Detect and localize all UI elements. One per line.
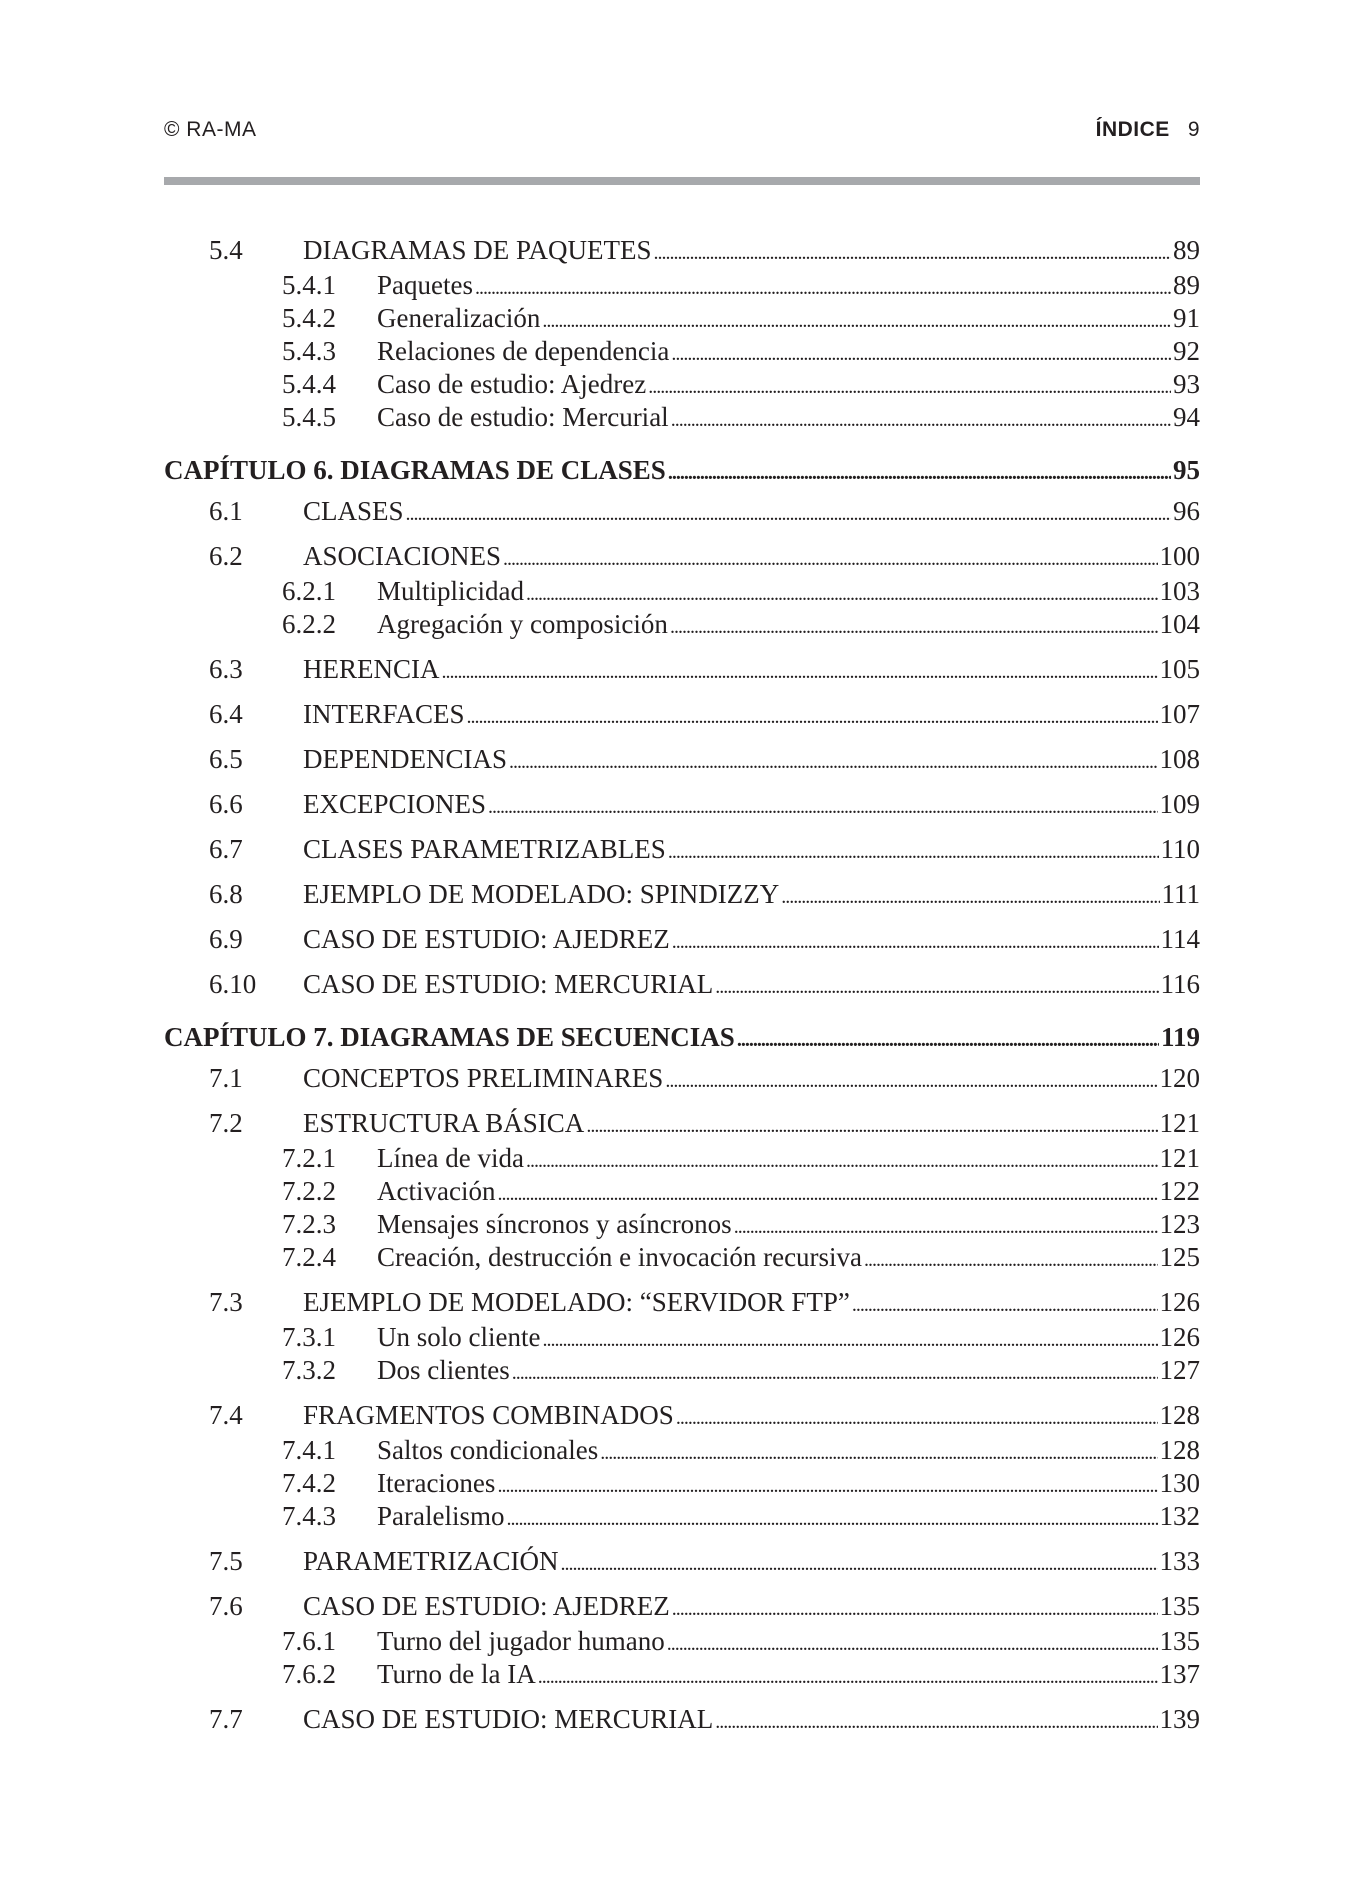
toc-entry-page: 132 — [1159, 1501, 1200, 1531]
toc-entry-number: 5.4.3 — [282, 336, 336, 366]
header-rule — [164, 177, 1200, 185]
page-number: 9 — [1187, 118, 1200, 141]
dot-leader — [852, 1287, 1158, 1323]
dot-leader — [586, 1108, 1157, 1144]
toc-entry-page: 94 — [1173, 402, 1200, 432]
toc-entry-title: Caso de estudio: Mercurial — [377, 402, 669, 432]
toc-entry-title: PARAMETRIZACIÓN — [303, 1546, 559, 1576]
dot-leader — [654, 235, 1171, 271]
toc-entry[interactable] — [164, 921, 1200, 960]
toc-entry-page: 108 — [1159, 744, 1200, 774]
toc-entry-number: 7.4.3 — [282, 1501, 336, 1531]
dot-leader — [538, 1659, 1158, 1695]
toc-entry[interactable] — [164, 831, 1200, 870]
toc-entry-title: INTERFACES — [303, 699, 465, 729]
toc-entry-title: ESTRUCTURA BÁSICA — [303, 1108, 585, 1138]
toc-entry[interactable] — [164, 493, 1200, 532]
toc-entry-page: 120 — [1159, 1063, 1200, 1093]
toc-entry[interactable] — [164, 651, 1200, 690]
running-header — [164, 118, 1200, 148]
toc-entry[interactable] — [164, 786, 1200, 825]
toc-entry-number: 7.2.3 — [282, 1209, 336, 1239]
toc-entry-page: 111 — [1161, 879, 1200, 909]
toc-entry-page: 89 — [1173, 270, 1200, 300]
dot-leader — [467, 699, 1158, 735]
dot-leader — [672, 1591, 1158, 1627]
toc-entry-page: 122 — [1159, 1176, 1200, 1206]
toc-entry[interactable] — [164, 1701, 1200, 1740]
toc-entry-number: 7.2.4 — [282, 1242, 336, 1272]
dot-leader — [670, 609, 1158, 645]
toc-entry-title: EJEMPLO DE MODELADO: “SERVIDOR FTP” — [303, 1287, 850, 1317]
toc-entry-title: CASO DE ESTUDIO: MERCURIAL — [303, 1704, 714, 1734]
dot-leader — [781, 879, 1159, 915]
toc-entry-title: Dos clientes — [377, 1355, 510, 1385]
dot-leader — [512, 1355, 1158, 1391]
toc-entry[interactable] — [164, 1588, 1200, 1627]
toc-entry-page: 135 — [1159, 1626, 1200, 1656]
toc-entry-page: 128 — [1159, 1435, 1200, 1465]
toc-entry-title: Caso de estudio: Ajedrez — [377, 369, 647, 399]
toc-entry-title: Generalización — [377, 303, 541, 333]
toc-entry-page: 100 — [1159, 541, 1200, 571]
toc-entry-title: Turno de la IA — [377, 1659, 536, 1689]
toc-entry[interactable] — [164, 606, 1200, 645]
toc-entry-page: 130 — [1159, 1468, 1200, 1498]
toc-entry[interactable] — [164, 1284, 1200, 1323]
toc-entry-number: 7.4.2 — [282, 1468, 336, 1498]
toc-entry-title: Iteraciones — [377, 1468, 496, 1498]
toc-entry-page: 135 — [1159, 1591, 1200, 1621]
toc-entry[interactable] — [164, 1239, 1200, 1278]
toc-entry-number: 6.4 — [209, 699, 243, 729]
toc-entry-title: Paquetes — [377, 270, 473, 300]
toc-entry-number: 6.1 — [209, 496, 243, 526]
toc-entry-page: 109 — [1159, 789, 1200, 819]
toc-entry-title: Línea de vida — [377, 1143, 524, 1173]
dot-leader — [864, 1242, 1157, 1278]
dot-leader — [668, 834, 1159, 870]
dot-leader — [715, 969, 1158, 1005]
dot-leader — [506, 1501, 1157, 1537]
toc-entry-title: Agregación y composición — [377, 609, 668, 639]
toc-entry-number: 5.4.2 — [282, 303, 336, 333]
toc-entry-title: DEPENDENCIAS — [303, 744, 508, 774]
dot-leader — [561, 1546, 1158, 1582]
toc-entry-page: 91 — [1173, 303, 1200, 333]
toc-entry-number: 7.6.2 — [282, 1659, 336, 1689]
toc-entry-number: 7.6.1 — [282, 1626, 336, 1656]
toc-entry-number: 7.3.2 — [282, 1355, 336, 1385]
toc-entry-number: 7.3.1 — [282, 1322, 336, 1352]
toc-entry-number: 5.4 — [209, 235, 243, 265]
toc-entry-number: 7.2.2 — [282, 1176, 336, 1206]
toc-entry-page: 127 — [1159, 1355, 1200, 1385]
toc-entry-title: Paralelismo — [377, 1501, 505, 1531]
toc-entry-page: 107 — [1159, 699, 1200, 729]
toc-entry-title: Activación — [377, 1176, 496, 1206]
toc-entry-number: 6.2.1 — [282, 576, 336, 606]
dot-leader — [671, 402, 1171, 438]
toc-entry-number: 6.8 — [209, 879, 243, 909]
toc-entry-title: Relaciones de dependencia — [377, 336, 670, 366]
toc-entry[interactable] — [164, 232, 1200, 271]
toc-entry-number: 6.2 — [209, 541, 243, 571]
toc-entry[interactable] — [164, 1397, 1200, 1436]
toc-entry[interactable] — [164, 1060, 1200, 1099]
publisher-mark: © RA-MA — [164, 118, 257, 141]
toc-entry-number: 5.4.4 — [282, 369, 336, 399]
toc-entry-title: CASO DE ESTUDIO: AJEDREZ — [303, 1591, 670, 1621]
toc-entry[interactable] — [164, 741, 1200, 780]
toc-entry-title: CASO DE ESTUDIO: AJEDREZ — [303, 924, 670, 954]
toc-entry[interactable] — [164, 1352, 1200, 1391]
toc-entry-title: Mensajes síncronos y asíncronos — [377, 1209, 732, 1239]
toc-entry-title: Saltos condicionales — [377, 1435, 599, 1465]
toc-entry-number: 7.2.1 — [282, 1143, 336, 1173]
toc-entry-number: 7.7 — [209, 1704, 243, 1734]
toc-entry-title: Turno del jugador humano — [377, 1626, 665, 1656]
toc-entry-number: 7.5 — [209, 1546, 243, 1576]
toc-entry[interactable] — [164, 1498, 1200, 1537]
toc-entry-page: 110 — [1160, 834, 1200, 864]
toc-entry-number: 6.9 — [209, 924, 243, 954]
dot-leader — [668, 455, 1171, 491]
header-right — [1096, 118, 1200, 142]
toc-entry[interactable] — [164, 876, 1200, 915]
toc-entry-page: 126 — [1159, 1322, 1200, 1352]
toc-entry[interactable] — [164, 399, 1200, 438]
dot-leader — [509, 744, 1157, 780]
toc-entry-title: CLASES PARAMETRIZABLES — [303, 834, 666, 864]
toc-entry-number: 5.4.5 — [282, 402, 336, 432]
toc-entry[interactable] — [164, 1105, 1200, 1144]
toc-entry[interactable] — [164, 1656, 1200, 1695]
toc-entry[interactable] — [164, 696, 1200, 735]
toc-entry-page: 104 — [1159, 609, 1200, 639]
toc-entry-page: 95 — [1173, 455, 1200, 485]
toc-entry-page: 103 — [1159, 576, 1200, 606]
toc-entry-page: 116 — [1160, 969, 1200, 999]
toc-entry-page: 139 — [1159, 1704, 1200, 1734]
toc-entry-page: 125 — [1159, 1242, 1200, 1272]
dot-leader — [406, 496, 1171, 532]
toc-entry-title: CONCEPTOS PRELIMINARES — [303, 1063, 664, 1093]
toc-entry-page: 96 — [1173, 496, 1200, 526]
toc-entry-title: CAPÍTULO 6. DIAGRAMAS DE CLASES — [164, 455, 666, 485]
dot-leader — [442, 654, 1158, 690]
toc-entry-title: ASOCIACIONES — [303, 541, 502, 571]
toc-entry-title: EJEMPLO DE MODELADO: SPINDIZZY — [303, 879, 780, 909]
toc-entry-page: 133 — [1159, 1546, 1200, 1576]
dot-leader — [488, 789, 1157, 825]
dot-leader — [715, 1704, 1157, 1740]
toc-entry-page: 92 — [1173, 336, 1200, 366]
toc-entry-title: Creación, destrucción e invocación recursiva — [377, 1242, 863, 1272]
toc-entry[interactable] — [164, 1543, 1200, 1582]
toc-entry-page: 114 — [1160, 924, 1200, 954]
toc-entry-number: 7.4 — [209, 1400, 243, 1430]
toc-entry-page: 126 — [1159, 1287, 1200, 1317]
table-of-contents — [164, 232, 1200, 1740]
toc-entry-title: CAPÍTULO 7. DIAGRAMAS DE SECUENCIAS — [164, 1022, 735, 1052]
toc-entry-title: Un solo cliente — [377, 1322, 541, 1352]
toc-entry-title: DIAGRAMAS DE PAQUETES — [303, 235, 652, 265]
toc-entry-number: 6.3 — [209, 654, 243, 684]
toc-entry-number: 7.3 — [209, 1287, 243, 1317]
dot-leader — [665, 1063, 1157, 1099]
toc-entry-number: 7.4.1 — [282, 1435, 336, 1465]
dot-leader — [672, 924, 1159, 960]
toc-chapter-entry[interactable] — [164, 1019, 1200, 1058]
toc-entry-number: 6.5 — [209, 744, 243, 774]
toc-entry-page: 121 — [1159, 1143, 1200, 1173]
toc-entry[interactable] — [164, 966, 1200, 1005]
toc-entry-number: 7.6 — [209, 1591, 243, 1621]
dot-leader — [503, 541, 1157, 577]
toc-entry-page: 89 — [1173, 235, 1200, 265]
toc-entry-number: 6.2.2 — [282, 609, 336, 639]
toc-entry-title: EXCEPCIONES — [303, 789, 487, 819]
toc-entry-page: 121 — [1159, 1108, 1200, 1138]
toc-entry-page: 128 — [1159, 1400, 1200, 1430]
dot-leader — [737, 1022, 1159, 1058]
toc-entry-number: 5.4.1 — [282, 270, 336, 300]
toc-entry-number: 6.7 — [209, 834, 243, 864]
toc-entry-page: 123 — [1159, 1209, 1200, 1239]
section-title: ÍNDICE — [1095, 118, 1170, 141]
toc-entry-number: 7.2 — [209, 1108, 243, 1138]
toc-entry-title: HERENCIA — [303, 654, 440, 684]
toc-entry-number: 6.6 — [209, 789, 243, 819]
toc-entry-title: Multiplicidad — [377, 576, 524, 606]
toc-entry-title: FRAGMENTOS COMBINADOS — [303, 1400, 674, 1430]
toc-entry-title: CASO DE ESTUDIO: MERCURIAL — [303, 969, 714, 999]
toc-entry-page: 119 — [1160, 1022, 1200, 1052]
dot-leader — [676, 1400, 1158, 1436]
toc-entry-page: 93 — [1173, 369, 1200, 399]
toc-entry-title: CLASES — [303, 496, 404, 526]
toc-entry-number: 6.10 — [209, 969, 257, 999]
toc-entry-page: 137 — [1159, 1659, 1200, 1689]
toc-chapter-entry[interactable] — [164, 452, 1200, 491]
toc-entry[interactable] — [164, 538, 1200, 577]
toc-entry-number: 7.1 — [209, 1063, 243, 1093]
toc-entry-page: 105 — [1159, 654, 1200, 684]
